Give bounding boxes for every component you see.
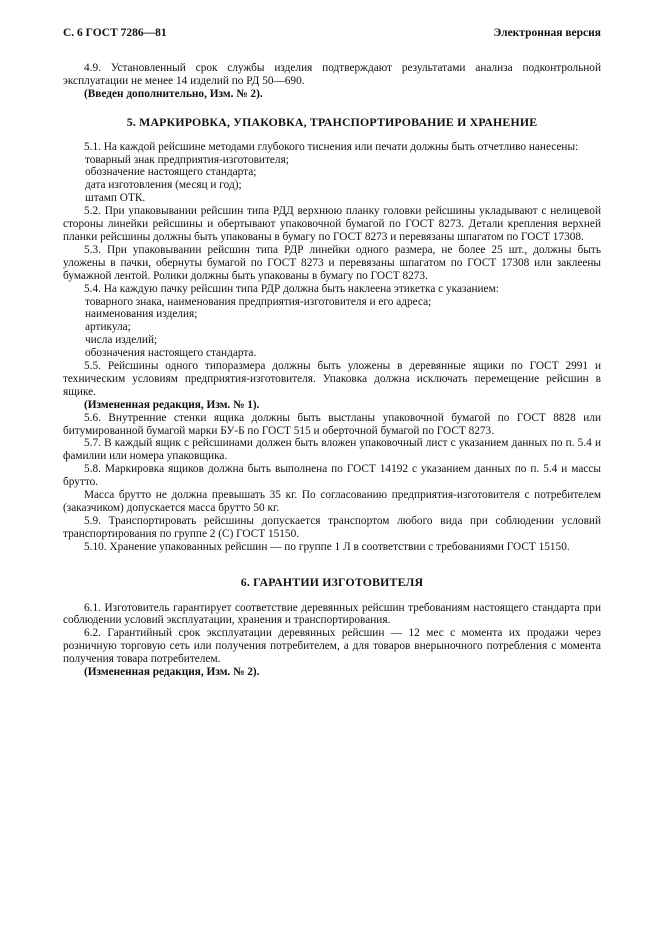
paragraph-5-1: 5.1. На каждой рейсшине методами глубокого тиснения или печати должны быть отчетливо нанесены: xyxy=(84,140,579,153)
paragraph-5-7: 5.7. В каждый ящик с рейсшинами должен быть вложен упаковочный лист с указанием данных по п. 5.4 и фамилии или номера упаковщика. xyxy=(63,437,601,463)
list-item: обозначение настоящего стандарта; xyxy=(85,166,257,179)
list-item: числа изделий; xyxy=(85,334,158,347)
page-header xyxy=(63,27,601,43)
paragraph-6-2: 6.2. Гарантийный срок эксплуатации деревянных рейсшин — 12 мес с момента их продажи через розничную торговую сеть или получения потребителем, а для товаров внерыночного потребления с момента получения товара потребителем. xyxy=(63,627,601,666)
paragraph-5-8-continued: Масса брутто не должна превышать 35 кг. По согласованию предприятия-изготовителя с потребителем (заказчиком) допускается масса брутто 50 кг. xyxy=(63,489,601,514)
list-item: обозначения настоящего стандарта. xyxy=(85,347,257,360)
paragraph-5-3: 5.3. При упаковывании рейсшин типа РДР линейки одного размера, не более 25 шт., должны быть уложены в пачки, обернуты бумагой по ГОСТ 8273 и перевязаны шпагатом по ГОСТ 17308 или заклеены бумажной лентой. Ролики должны быть упакованы в бумагу по ГОСТ 8273. xyxy=(63,243,601,282)
page-number-label: С. 6 ГОСТ 7286—81 xyxy=(63,27,167,39)
amendment-note: (Измененная редакция, Изм. № 2). xyxy=(84,666,260,679)
paragraph-5-2: 5.2. При упаковывании рейсшин типа РДД верхнюю планку головки рейсшины укладывают с нелицевой стороны линейки рейсшины и обертывают упаковочной бумагой по ГОСТ 8273. Детали крепления верхней планки рейсшины должны быть упакованы в бумагу по ГОСТ 8273 и перевязаны шпагатом по ГОСТ 17308. xyxy=(63,205,601,243)
paragraph-5-9: 5.9. Транспортировать рейсшины допускается транспортом любого вида при соблюдении условий транспортирования по группе 2 (С) ГОСТ 15150. xyxy=(63,514,601,540)
section-6-title: 6. ГАРАНТИИ ИЗГОТОВИТЕЛЯ xyxy=(240,574,424,589)
list-item: артикула; xyxy=(85,321,131,334)
list-item: штамп ОТК. xyxy=(85,192,146,205)
paragraph-6-1: 6.1. Изготовитель гарантирует соответствие деревянных рейсшин требованиям настоящего стандарта при соблюдении условий эксплуатации, хранения и транспортирования. xyxy=(63,601,601,627)
paragraph-5-5: 5.5. Рейсшины одного типоразмера должны быть уложены в деревянные ящики по ГОСТ 2991 и техническим условиям предприятия-изготовителя. Упаковка должна исключать перемещение рейсшин в ящике. xyxy=(63,360,601,398)
paragraph-5-8: 5.8. Маркировка ящиков должна быть выполнена по ГОСТ 14192 с указанием данных по п. 5.4 и массы брутто. xyxy=(63,463,601,489)
version-label: Электронная версия xyxy=(493,27,601,39)
amendment-note: (Измененная редакция, Изм. № 1). xyxy=(84,398,260,411)
list-item: товарный знак предприятия-изготовителя; xyxy=(85,153,289,166)
document-body xyxy=(63,62,601,679)
section-5-title: 5. МАРКИРОВКА, УПАКОВКА, ТРАНСПОРТИРОВАНИЕ И ХРАНЕНИЕ xyxy=(126,114,538,129)
amendment-note: (Введен дополнительно, Изм. № 2). xyxy=(84,87,263,100)
paragraph-5-6: 5.6. Внутренние стенки ящика должны быть выстланы упаковочной бумагой по ГОСТ 8828 или битумированной бумагой марки БУ-Б по ГОСТ 515 и оберточной бумагой по ГОСТ 8273. xyxy=(63,411,601,437)
list-item: наименования изделия; xyxy=(85,308,198,321)
list-item: товарного знака, наименования предприятия-изготовителя и его адреса; xyxy=(85,295,432,308)
paragraph-5-4: 5.4. На каждую пачку рейсшин типа РДР должна быть наклеена этикетка с указанием: xyxy=(84,282,499,295)
list-item: дата изготовления (месяц и год); xyxy=(85,179,242,192)
paragraph-5-10: 5.10. Хранение упакованных рейсшин — по группе 1 Л в соответствии с требованиями ГОСТ 15150. xyxy=(84,540,570,553)
paragraph-4-9: 4.9. Установленный срок службы изделия подтверждают результатами анализа подконтрольной эксплуатации не менее 14 изделий по РД 50—690. xyxy=(63,62,601,87)
